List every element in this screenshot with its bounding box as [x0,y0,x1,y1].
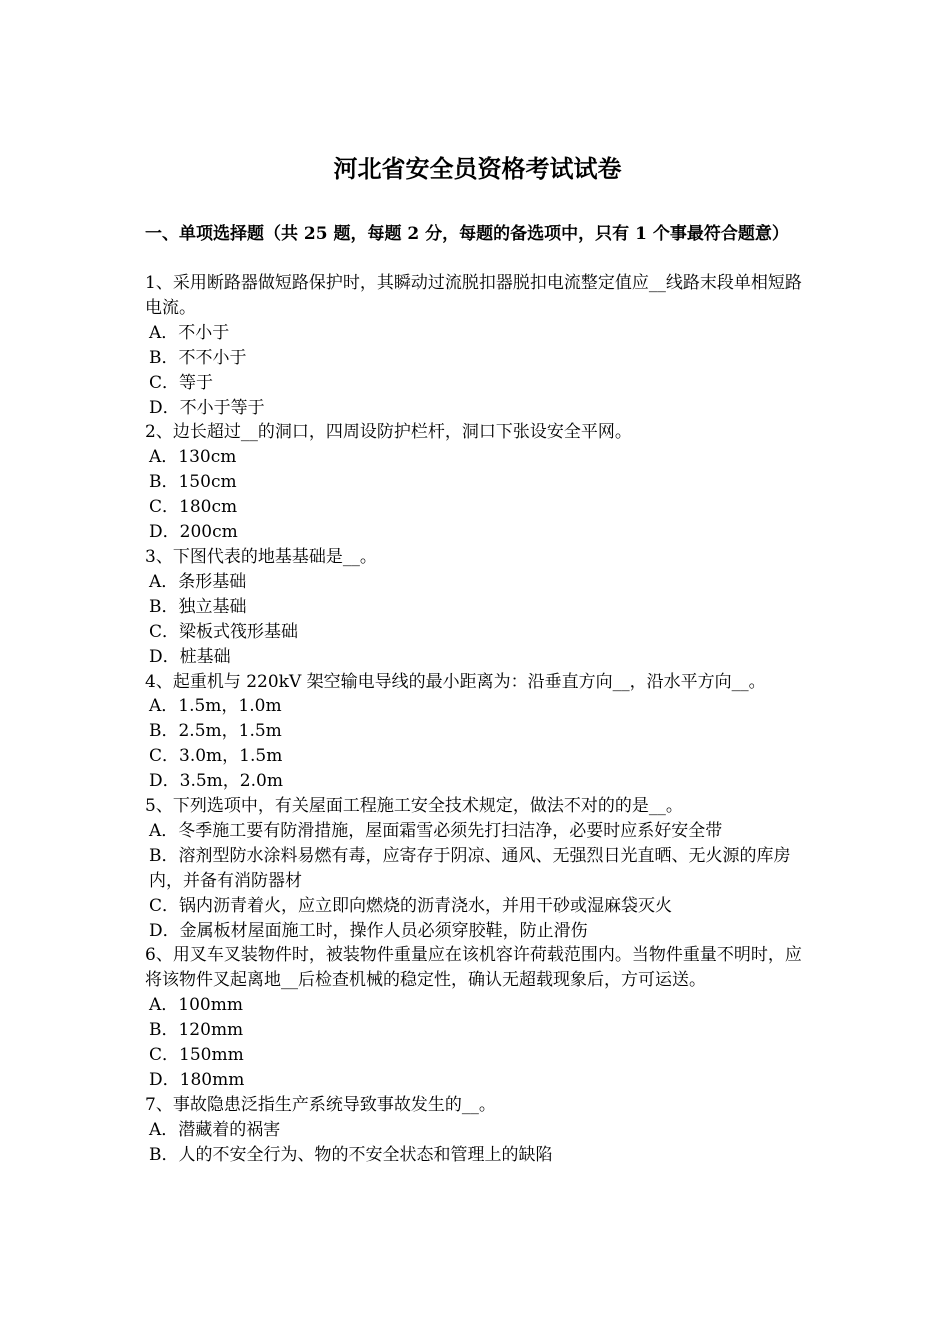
option-b: B．独立基础 [149,596,247,617]
question-stem: 6、用叉车叉装物件时，被装物件重量应在该机容许荷载范围内。当物件重量不明时，应将该物件叉起离地__后检查机械的稳定性，确认无超载现象后，方可运送。 [145,945,802,991]
option-b: B．溶剂型防水涂料易燃有毒，应寄存于阴凉、通风、无强烈日光直晒、无火源的库房内，并备有消防器材 [149,845,791,891]
option-a: A．潜藏着的祸害 [149,1119,281,1140]
option-a: A．1.5m，1.0m [149,696,282,717]
option-c: C．梁板式筏形基础 [149,621,299,642]
question-stem: 5、下列选项中，有关屋面工程施工安全技术规定，做法不对的的是__。 [145,796,683,817]
option-d: D．桩基础 [149,646,231,667]
option-c: C．3.0m，1.5m [149,746,283,767]
question-stem: 7、事故隐患泛指生产系统导致事故发生的__。 [145,1094,496,1115]
option-d: D．200cm [149,522,238,543]
option-a: A．冬季施工要有防滑措施，屋面霜雪必须先打扫洁净，必要时应系好安全带 [149,820,723,841]
option-b: B．150cm [149,472,237,493]
option-a: A．130cm [149,447,237,468]
option-d: D．金属板材屋面施工时，操作人员必须穿胶鞋，防止滑伤 [149,920,588,941]
option-b: B．不不小于 [149,347,247,368]
question-4 [145,670,810,795]
option-b: B．120mm [149,1020,244,1041]
option-c: C．180cm [149,497,238,518]
question-5 [145,794,810,943]
question-2 [145,420,810,545]
option-c: C．锅内沥青着火，应立即向燃烧的沥青浇水，并用干砂或湿麻袋灭火 [149,895,673,916]
option-b: B．人的不安全行为、物的不安全状态和管理上的缺陷 [149,1144,553,1165]
option-a: A．条形基础 [149,571,247,592]
option-a: A．100mm [149,995,243,1016]
option-d: D．不小于等于 [149,397,265,418]
question-stem: 3、下图代表的地基基础是__。 [145,546,377,567]
question-6 [145,943,810,1092]
document-title: 河北省安全员资格考试试卷 [333,154,622,183]
question-7 [145,1093,810,1168]
option-b: B．2.5m，1.5m [149,721,282,742]
question-list [145,271,810,1168]
question-stem: 2、边长超过__的洞口，四周设防护栏杆，洞口下张设安全平网。 [145,422,632,443]
question-3 [145,545,810,670]
section-heading: 一、单项选择题（共 25 题，每题 2 分，每题的备选项中，只有 1 个事最符合题意） [145,224,789,244]
question-1 [145,271,810,420]
question-stem: 4、起重机与 220kV 架空输电导线的最小距离为：沿垂直方向__，沿水平方向__。 [145,671,766,692]
option-c: C．150mm [149,1045,244,1066]
option-a: A．不小于 [149,322,230,343]
question-stem: 1、采用断路器做短路保护时，其瞬动过流脱扣器脱扣电流整定值应__线路末段单相短路电流。 [145,273,802,318]
option-c: C．等于 [149,372,214,393]
option-d: D．3.5m，2.0m [149,771,283,792]
option-d: D．180mm [149,1070,245,1090]
